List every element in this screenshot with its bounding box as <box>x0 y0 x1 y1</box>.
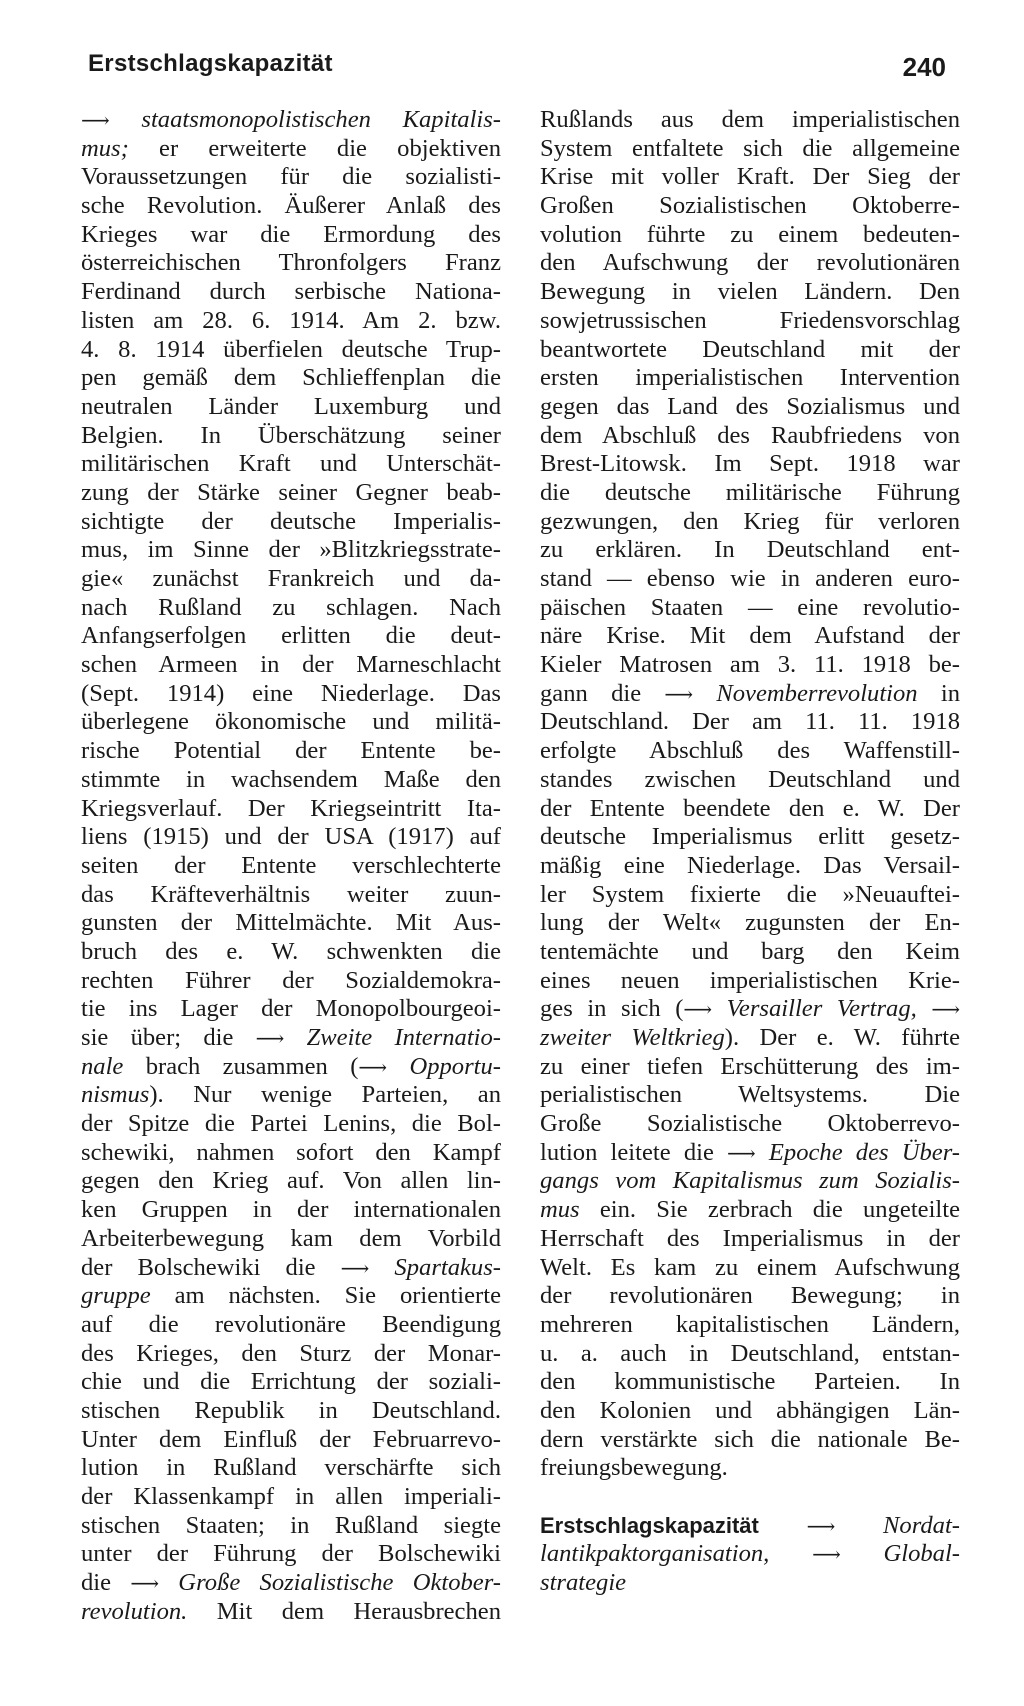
page-number: 240 <box>902 52 946 82</box>
cross-reference-term: nismus <box>81 1081 150 1109</box>
body-text: brach zusammen ( <box>123 1052 359 1080</box>
body-text: Große Sozialistische Oktoberrevo- <box>540 1110 960 1138</box>
text-line <box>540 221 960 250</box>
text-line <box>81 680 501 709</box>
text-line <box>81 795 501 824</box>
body-text: Rußlands aus dem imperialistischen <box>540 106 960 133</box>
body-text: sie über; die <box>81 1024 256 1051</box>
body-text: Welt. Es kam zu einem Aufschwung <box>540 1253 960 1281</box>
text-line <box>81 1368 501 1397</box>
text-line <box>540 795 960 824</box>
body-text: neutralen Länder Luxemburg und <box>81 392 501 420</box>
cross-reference-term: Opportu- <box>387 1052 501 1080</box>
text-line <box>81 536 501 565</box>
body-text: überlegene ökonomische und militä- <box>81 708 501 736</box>
body-text: perialistischen Weltsystems. Die <box>540 1081 960 1109</box>
text-line <box>81 1340 501 1369</box>
text-line <box>81 336 501 365</box>
cross-reference-arrow-icon: ⟶ <box>812 1544 841 1567</box>
body-text: lution leitete die <box>540 1138 728 1166</box>
body-text: die <box>81 1569 131 1597</box>
body-text: päischen Staaten — eine revolutio- <box>540 593 960 621</box>
text-line <box>540 278 960 307</box>
text-line <box>81 1282 501 1311</box>
text-line <box>540 1454 960 1483</box>
body-text: Großen Sozialistischen Oktoberre- <box>540 192 960 220</box>
text-line <box>540 336 960 365</box>
text-line <box>540 422 960 451</box>
text-line <box>540 364 960 393</box>
cross-reference-term: Novemberrevolution <box>693 679 918 707</box>
paragraph-gap <box>540 1483 960 1512</box>
text-line <box>540 766 960 795</box>
body-text: der Spitze die Partei Lenins, die Bol- <box>81 1110 501 1138</box>
text-line <box>81 1311 501 1340</box>
text-line <box>81 594 501 623</box>
body-text: schewiki, nahmen sofort den Kampf <box>81 1138 501 1166</box>
cross-reference-term: staatsmonopolistischen Kapitalis- <box>109 106 501 133</box>
text-line <box>540 1569 960 1598</box>
body-text: erfolgte Abschluß des Waffenstill- <box>540 737 960 765</box>
body-text: (Sept. 1914) eine Niederlage. Das <box>81 679 501 707</box>
body-text: Herrschaft des Imperialismus in der <box>540 1224 960 1252</box>
body-text: gezwungen, den Krieg für verloren <box>540 507 960 535</box>
body-text: ). Nur wenige Parteien, an <box>149 1081 501 1109</box>
body-text: Voraussetzungen für die sozialisti- <box>81 163 501 191</box>
text-line <box>540 881 960 910</box>
body-text: 4. 8. 1914 überfielen deutsche Trup- <box>81 335 501 363</box>
body-text: näre Krise. Mit dem Aufstand der <box>540 622 960 650</box>
text-line <box>81 1454 501 1483</box>
text-line <box>540 1512 960 1541</box>
text-line <box>81 881 501 910</box>
body-text: er erweiterte die objektiven <box>128 134 501 162</box>
text-line <box>540 1053 960 1082</box>
text-line <box>81 1225 501 1254</box>
text-line <box>540 1254 960 1283</box>
text-line <box>540 967 960 996</box>
text-line <box>81 622 501 651</box>
text-line <box>81 1540 501 1569</box>
body-text: gunsten der Mittelmächte. Mit Aus- <box>81 909 501 937</box>
text-line <box>81 364 501 393</box>
text-line <box>81 393 501 422</box>
cross-reference-term: zweiter Weltkrieg <box>540 1024 725 1051</box>
text-line <box>81 479 501 508</box>
text-line <box>540 1426 960 1455</box>
text-line <box>81 508 501 537</box>
text-line <box>540 1196 960 1225</box>
body-text: ken Gruppen in der internationalen <box>81 1196 501 1224</box>
cross-reference-term: lantikpaktorganisation, <box>540 1540 770 1568</box>
body-text: Arbeiterbewegung kam dem Vorbild <box>81 1224 501 1252</box>
body-text: Krise mit voller Kraft. Der Sieg der <box>540 163 960 191</box>
body-text: mehreren kapitalistischen Ländern, <box>540 1310 960 1338</box>
body-text: stand — ebenso wie in anderen euro- <box>540 565 960 592</box>
cross-reference-term: gangs vom Kapitalismus zum Sozialis- <box>540 1167 960 1195</box>
cross-reference-term: mus <box>540 1196 580 1224</box>
text-line <box>81 708 501 737</box>
cross-reference-term: Global- <box>840 1540 960 1568</box>
text-line <box>81 1110 501 1139</box>
body-text: am nächsten. Sie orientierte <box>150 1282 501 1310</box>
body-text: pen gemäß dem Schlieffenplan die <box>81 364 501 392</box>
body-text: nach Rußland zu schlagen. Nach <box>81 593 501 621</box>
text-line <box>81 737 501 766</box>
text-line <box>540 536 960 565</box>
cross-reference-arrow-icon: ⟶ <box>727 1142 756 1165</box>
text-line <box>540 1167 960 1196</box>
body-text: gegen den Krieg auf. Von allen lin- <box>81 1167 501 1195</box>
body-text: ein. Sie zerbrach die ungeteilte <box>579 1196 960 1224</box>
body-text: sche Revolution. Äußerer Anlaß des <box>81 192 501 220</box>
body-text: das Kräfteverhältnis weiter zuun- <box>81 880 501 908</box>
body-text: auf die revolutionäre Beendigung <box>81 1310 501 1338</box>
text-line <box>81 1053 501 1082</box>
body-text: eines neuen imperialistischen Krie- <box>540 966 960 994</box>
text-line <box>81 1483 501 1512</box>
left-column <box>81 106 501 1626</box>
body-text: Ferdinand durch serbische Nationa- <box>81 278 501 306</box>
body-text: österreichischen Thronfolgers Franz <box>81 249 501 277</box>
body-text: Belgien. In Überschätzung seiner <box>81 421 501 449</box>
body-text: dem Abschluß des Raubfriedens von <box>540 421 960 449</box>
body-text: stimmte in wachsendem Maße den <box>81 765 501 793</box>
body-text: Mit dem Herausbrechen <box>187 1597 501 1625</box>
text-line <box>81 106 501 135</box>
text-line <box>540 163 960 192</box>
body-text: Krieges war die Ermordung des <box>81 220 501 248</box>
text-line <box>81 422 501 451</box>
body-text: ). Der e. W. führte <box>724 1024 960 1051</box>
text-line <box>81 1081 501 1110</box>
cross-reference-arrow-icon: ⟶ <box>255 1028 285 1050</box>
text-line <box>81 995 501 1024</box>
text-line <box>81 307 501 336</box>
text-line <box>540 1340 960 1369</box>
text-line <box>540 651 960 680</box>
body-text: Deutschland. Der am 11. 11. 1918 <box>540 708 960 736</box>
text-line <box>81 1196 501 1225</box>
body-text: tentemächte und barg den Keim <box>540 937 960 965</box>
text-line <box>540 508 960 537</box>
body-text: seiten der Entente verschlechterte <box>81 851 501 879</box>
body-text: Kriegsverlauf. Der Kriegseintritt Ita- <box>81 794 501 822</box>
text-line <box>81 192 501 221</box>
text-line <box>540 565 960 594</box>
text-line <box>540 249 960 278</box>
body-text: in <box>917 679 961 707</box>
body-text: den Aufschwung der revolutionären <box>540 249 960 277</box>
text-line <box>540 393 960 422</box>
body-text: den Kolonien und abhängigen Län- <box>540 1396 960 1424</box>
body-text: schen Armeen in der Marneschlacht <box>81 651 501 679</box>
body-text: u. a. auch in Deutschland, entstan- <box>540 1339 960 1367</box>
text-line <box>81 1024 501 1053</box>
cross-reference-arrow-icon: ⟶ <box>683 999 713 1022</box>
body-text: militärischen Kraft und Unterschät- <box>81 450 501 478</box>
body-text: des Krieges, den Sturz der Monar- <box>81 1339 501 1367</box>
body-text: Brest-Litowsk. Im Sept. 1918 war <box>540 450 960 478</box>
text-line <box>540 1139 960 1168</box>
cross-reference-arrow-icon: ⟶ <box>340 1257 370 1280</box>
text-line <box>540 106 960 135</box>
text-line <box>540 135 960 164</box>
text-line <box>81 967 501 996</box>
text-line <box>540 680 960 709</box>
body-text: sowjetrussischen Friedensvorschlag <box>540 306 960 334</box>
text-line <box>540 1311 960 1340</box>
body-text <box>769 1540 812 1567</box>
text-line <box>540 479 960 508</box>
text-line <box>81 852 501 881</box>
text-line <box>540 1110 960 1139</box>
body-text: mäßig eine Niederlage. Das Versail- <box>540 851 960 879</box>
body-text: tie ins Lager der Monopolbourgeoi- <box>81 995 501 1023</box>
text-line <box>540 995 960 1024</box>
text-line <box>81 221 501 250</box>
text-line <box>81 565 501 594</box>
text-line <box>540 307 960 336</box>
body-text: der Entente beendete den e. W. Der <box>540 794 960 822</box>
text-line <box>81 651 501 680</box>
cross-reference-arrow-icon: ⟶ <box>130 1573 160 1596</box>
text-line <box>540 1368 960 1397</box>
cross-reference-term: gruppe <box>81 1282 151 1310</box>
text-line <box>540 192 960 221</box>
text-line <box>81 909 501 938</box>
body-text: der Bolschewiki die <box>81 1253 341 1281</box>
cross-reference-arrow-icon: ⟶ <box>358 1056 388 1079</box>
text-line <box>81 450 501 479</box>
body-text: den kommunistische Parteien. In <box>540 1368 960 1396</box>
body-text: gie« zunächst Frankreich und da- <box>81 565 501 592</box>
cross-reference-term: strategie <box>540 1569 627 1597</box>
cross-reference-arrow-icon: ⟶ <box>806 1515 836 1538</box>
text-line <box>540 622 960 651</box>
text-line <box>81 1569 501 1598</box>
body-text: die deutsche militärische Führung <box>540 478 960 506</box>
cross-reference-term: Große Sozialistische Oktober- <box>159 1569 501 1597</box>
body-text: volution führte zu einem bedeuten- <box>540 220 960 248</box>
body-text: standes zwischen Deutschland und <box>540 765 960 793</box>
body-text: stischen Staaten; in Rußland siegte <box>81 1511 501 1539</box>
text-line <box>81 135 501 164</box>
cross-reference-term: Spartakus- <box>369 1253 501 1281</box>
cross-reference-term: nale <box>81 1052 124 1080</box>
text-line <box>540 737 960 766</box>
cross-reference-term: mus; <box>81 134 129 162</box>
text-line <box>540 938 960 967</box>
cross-reference-term: Epoche des Über- <box>755 1138 960 1166</box>
body-text: ler System fixierte die »Neuauftei- <box>540 880 960 908</box>
body-text: ges in sich ( <box>540 995 684 1023</box>
text-line <box>81 1598 501 1627</box>
body-text: dern verstärkte sich die nationale Be- <box>540 1425 960 1453</box>
body-text: bruch des e. W. schwenkten die <box>81 937 501 965</box>
text-line <box>540 1397 960 1426</box>
body-text: der revolutionären Bewegung; in <box>540 1282 960 1310</box>
text-line <box>81 1397 501 1426</box>
body-text: freiungsbewegung. <box>540 1454 728 1482</box>
body-text: beantwortete Deutschland mit der <box>540 335 960 363</box>
body-text <box>917 995 932 1022</box>
cross-reference-arrow-icon: ⟶ <box>664 683 694 706</box>
text-line <box>540 1225 960 1254</box>
text-line <box>81 1254 501 1283</box>
text-line <box>81 766 501 795</box>
cross-reference-arrow-icon: ⟶ <box>931 999 960 1022</box>
running-head: Erstschlagskapazität <box>88 50 333 77</box>
right-column <box>540 106 960 1598</box>
body-text: rische Potential der Entente be- <box>81 737 501 765</box>
body-text: zu erklären. In Deutschland ent- <box>540 536 960 564</box>
text-line <box>540 1282 960 1311</box>
text-line <box>540 823 960 852</box>
text-line <box>81 1426 501 1455</box>
body-text: chie und die Errichtung der soziali- <box>81 1368 501 1396</box>
body-text: listen am 28. 6. 1914. Am 2. bzw. <box>81 306 501 334</box>
cross-reference-term: Zweite Internatio- <box>284 1024 501 1051</box>
cross-reference-arrow-icon: ⟶ <box>81 110 110 132</box>
body-text: stischen Republik in Deutschland. <box>81 1396 501 1424</box>
body-text: Anfangserfolgen erlitten die deut- <box>81 622 501 650</box>
text-line <box>540 852 960 881</box>
body-text: ersten imperialistischen Intervention <box>540 364 960 392</box>
body-text: Unter dem Einfluß der Februarrevo- <box>81 1425 501 1453</box>
body-text: unter der Führung der Bolschewiki <box>81 1540 501 1568</box>
body-text: rechten Führer der Sozialdemokra- <box>81 966 501 994</box>
body-text: Bewegung in vielen Ländern. Den <box>540 278 960 306</box>
cross-reference-term: Versailler Vertrag, <box>712 995 917 1023</box>
body-text: der Klassenkampf in allen imperiali- <box>81 1483 501 1510</box>
text-line <box>540 708 960 737</box>
body-text: gann die <box>540 679 665 707</box>
body-text: System entfaltete sich die allgemeine <box>540 134 960 162</box>
body-text: gegen das Land des Sozialismus und <box>540 392 960 420</box>
text-line <box>81 1139 501 1168</box>
body-text: liens (1915) und der USA (1917) auf <box>81 823 501 851</box>
text-line <box>81 938 501 967</box>
entry-headword: Erstschlagskapazität <box>540 1512 759 1538</box>
cross-reference-term: Nordat- <box>835 1511 960 1539</box>
text-line <box>540 450 960 479</box>
text-line <box>540 1024 960 1053</box>
text-line <box>81 163 501 192</box>
text-line <box>540 1540 960 1569</box>
body-text: zu einer tiefen Erschütterung des im- <box>540 1052 960 1080</box>
body-text: deutsche Imperialismus erlitt gesetz- <box>540 823 960 851</box>
body-text: Kieler Matrosen am 3. 11. 1918 be- <box>540 651 960 679</box>
body-text: zung der Stärke seiner Gegner beab- <box>81 478 501 506</box>
body-text <box>759 1512 807 1539</box>
text-line <box>81 823 501 852</box>
text-line <box>81 1512 501 1541</box>
text-line <box>540 1081 960 1110</box>
text-line <box>540 909 960 938</box>
cross-reference-term: revolution. <box>81 1597 188 1625</box>
text-line <box>81 278 501 307</box>
body-text: sichtigte der deutsche Imperialis- <box>81 507 501 535</box>
text-line <box>540 594 960 623</box>
text-line <box>81 249 501 278</box>
text-line <box>81 1167 501 1196</box>
body-text: lung der Welt« zugunsten der En- <box>540 909 960 937</box>
body-text: mus, im Sinne der »Blitzkriegsstrate- <box>81 536 501 564</box>
body-text: lution in Rußland verschärfte sich <box>81 1454 501 1482</box>
